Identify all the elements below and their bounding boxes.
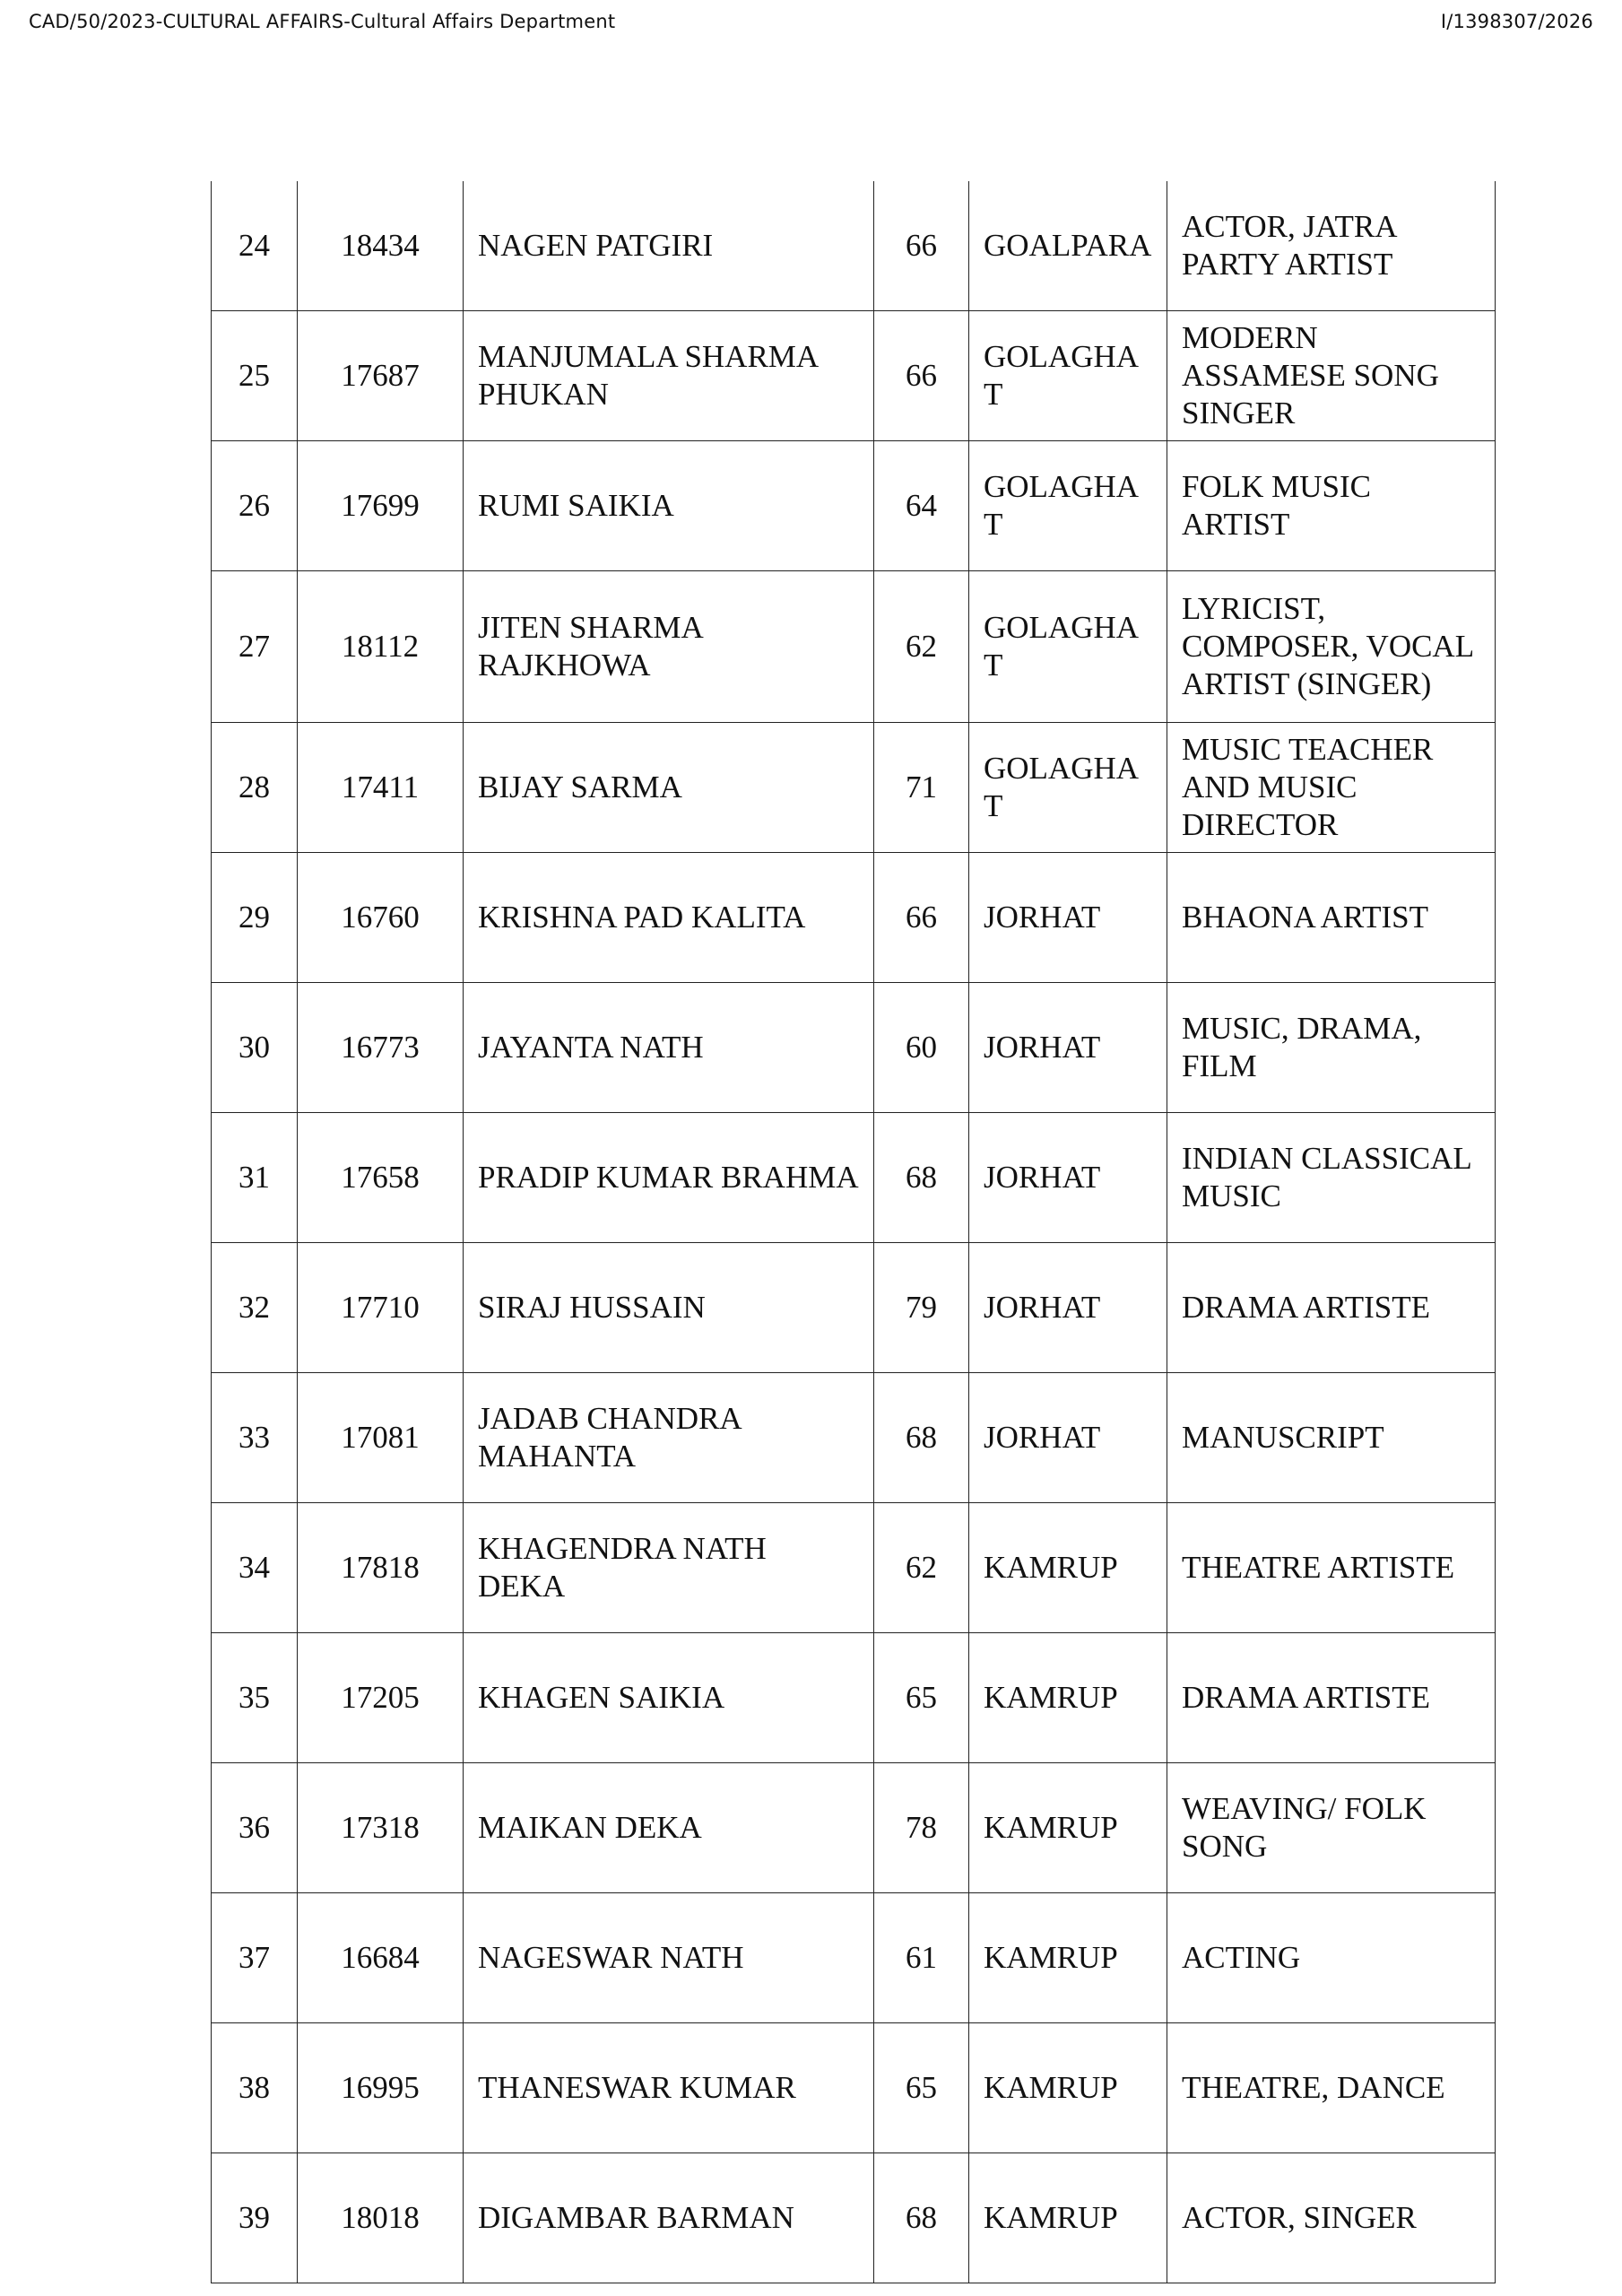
artist-age: 66 [874, 853, 969, 983]
artist-name: PRADIP KUMAR BRAHMA [464, 1113, 874, 1243]
table-row [212, 1893, 1496, 2023]
artist-table [211, 181, 1496, 2283]
district: JORHAT [969, 1113, 1167, 1243]
artist-name: RUMI SAIKIA [464, 441, 874, 571]
art-field: THEATRE ARTISTE [1167, 1503, 1496, 1633]
artist-name: JADAB CHANDRA MAHANTA [464, 1373, 874, 1503]
registration-id: 16773 [298, 983, 464, 1113]
table-row [212, 2023, 1496, 2153]
registration-id: 17818 [298, 1503, 464, 1633]
registration-id: 17411 [298, 723, 464, 853]
serial-number: 35 [212, 1633, 298, 1763]
registration-id: 17318 [298, 1763, 464, 1893]
art-field: MODERN ASSAMESE SONG SINGER [1167, 311, 1496, 441]
serial-number: 36 [212, 1763, 298, 1893]
artist-name: NAGEN PATGIRI [464, 181, 874, 311]
art-field: MUSIC, DRAMA, FILM [1167, 983, 1496, 1113]
serial-number: 38 [212, 2023, 298, 2153]
serial-number: 34 [212, 1503, 298, 1633]
district: KAMRUP [969, 1633, 1167, 1763]
artist-table-body [212, 181, 1496, 2283]
artist-age: 66 [874, 181, 969, 311]
registration-id: 17658 [298, 1113, 464, 1243]
district: GOLAGHAT [969, 441, 1167, 571]
artist-age: 68 [874, 2153, 969, 2283]
registration-id: 18434 [298, 181, 464, 311]
artist-name: THANESWAR KUMAR [464, 2023, 874, 2153]
serial-number: 39 [212, 2153, 298, 2283]
artist-age: 68 [874, 1113, 969, 1243]
artist-age: 68 [874, 1373, 969, 1503]
table-row [212, 181, 1496, 311]
artist-table-container [211, 181, 1495, 2283]
page-header [29, 11, 1593, 38]
serial-number: 25 [212, 311, 298, 441]
serial-number: 24 [212, 181, 298, 311]
artist-name: SIRAJ HUSSAIN [464, 1243, 874, 1373]
district: JORHAT [969, 853, 1167, 983]
artist-name: KRISHNA PAD KALITA [464, 853, 874, 983]
artist-age: 66 [874, 311, 969, 441]
artist-age: 65 [874, 2023, 969, 2153]
artist-age: 78 [874, 1763, 969, 1893]
district: KAMRUP [969, 1763, 1167, 1893]
table-row [212, 441, 1496, 571]
table-row [212, 1243, 1496, 1373]
table-row [212, 853, 1496, 983]
artist-age: 64 [874, 441, 969, 571]
table-row [212, 1633, 1496, 1763]
district: KAMRUP [969, 2023, 1167, 2153]
artist-name: KHAGENDRA NATH DEKA [464, 1503, 874, 1633]
district: KAMRUP [969, 2153, 1167, 2283]
table-row [212, 983, 1496, 1113]
serial-number: 31 [212, 1113, 298, 1243]
table-row [212, 311, 1496, 441]
artist-age: 62 [874, 1503, 969, 1633]
district: KAMRUP [969, 1503, 1167, 1633]
artist-name: JITEN SHARMA RAJKHOWA [464, 571, 874, 723]
district: GOLAGHAT [969, 723, 1167, 853]
serial-number: 27 [212, 571, 298, 723]
artist-name: BIJAY SARMA [464, 723, 874, 853]
serial-number: 32 [212, 1243, 298, 1373]
artist-name: MANJUMALA SHARMA PHUKAN [464, 311, 874, 441]
artist-age: 62 [874, 571, 969, 723]
registration-id: 16995 [298, 2023, 464, 2153]
table-row [212, 2153, 1496, 2283]
serial-number: 30 [212, 983, 298, 1113]
artist-name: NAGESWAR NATH [464, 1893, 874, 2023]
artist-name: DIGAMBAR BARMAN [464, 2153, 874, 2283]
registration-id: 16684 [298, 1893, 464, 2023]
serial-number: 37 [212, 1893, 298, 2023]
artist-name: KHAGEN SAIKIA [464, 1633, 874, 1763]
table-row [212, 1763, 1496, 1893]
art-field: THEATRE, DANCE [1167, 2023, 1496, 2153]
art-field: DRAMA ARTISTE [1167, 1243, 1496, 1373]
art-field: ACTING [1167, 1893, 1496, 2023]
serial-number: 33 [212, 1373, 298, 1503]
registration-id: 18112 [298, 571, 464, 723]
art-field: DRAMA ARTISTE [1167, 1633, 1496, 1763]
table-row [212, 1373, 1496, 1503]
art-field: ACTOR, SINGER [1167, 2153, 1496, 2283]
art-field: ACTOR, JATRA PARTY ARTIST [1167, 181, 1496, 311]
district: JORHAT [969, 1373, 1167, 1503]
artist-age: 61 [874, 1893, 969, 2023]
district: GOLAGHAT [969, 571, 1167, 723]
artist-age: 65 [874, 1633, 969, 1763]
table-row [212, 1113, 1496, 1243]
registration-id: 17710 [298, 1243, 464, 1373]
artist-age: 71 [874, 723, 969, 853]
serial-number: 28 [212, 723, 298, 853]
artist-age: 60 [874, 983, 969, 1113]
district: JORHAT [969, 1243, 1167, 1373]
registration-id: 17081 [298, 1373, 464, 1503]
district: GOLAGHAT [969, 311, 1167, 441]
serial-number: 26 [212, 441, 298, 571]
artist-name: JAYANTA NATH [464, 983, 874, 1113]
district: JORHAT [969, 983, 1167, 1113]
table-row [212, 1503, 1496, 1633]
art-field: BHAONA ARTIST [1167, 853, 1496, 983]
district: KAMRUP [969, 1893, 1167, 2023]
artist-age: 79 [874, 1243, 969, 1373]
registration-id: 16760 [298, 853, 464, 983]
art-field: WEAVING/ FOLK SONG [1167, 1763, 1496, 1893]
registration-id: 17205 [298, 1633, 464, 1763]
art-field: MUSIC TEACHER AND MUSIC DIRECTOR [1167, 723, 1496, 853]
file-reference: CAD/50/2023-CULTURAL AFFAIRS-Cultural Affairs Department [29, 11, 616, 32]
registration-id: 17699 [298, 441, 464, 571]
art-field: FOLK MUSIC ARTIST [1167, 441, 1496, 571]
registration-id: 18018 [298, 2153, 464, 2283]
art-field: INDIAN CLASSICAL MUSIC [1167, 1113, 1496, 1243]
table-row [212, 571, 1496, 723]
artist-name: MAIKAN DEKA [464, 1763, 874, 1893]
art-field: LYRICIST, COMPOSER, VOCAL ARTIST (SINGER) [1167, 571, 1496, 723]
document-number: I/1398307/2026 [1440, 11, 1593, 32]
registration-id: 17687 [298, 311, 464, 441]
art-field: MANUSCRIPT [1167, 1373, 1496, 1503]
serial-number: 29 [212, 853, 298, 983]
district: GOALPARA [969, 181, 1167, 311]
table-row [212, 723, 1496, 853]
